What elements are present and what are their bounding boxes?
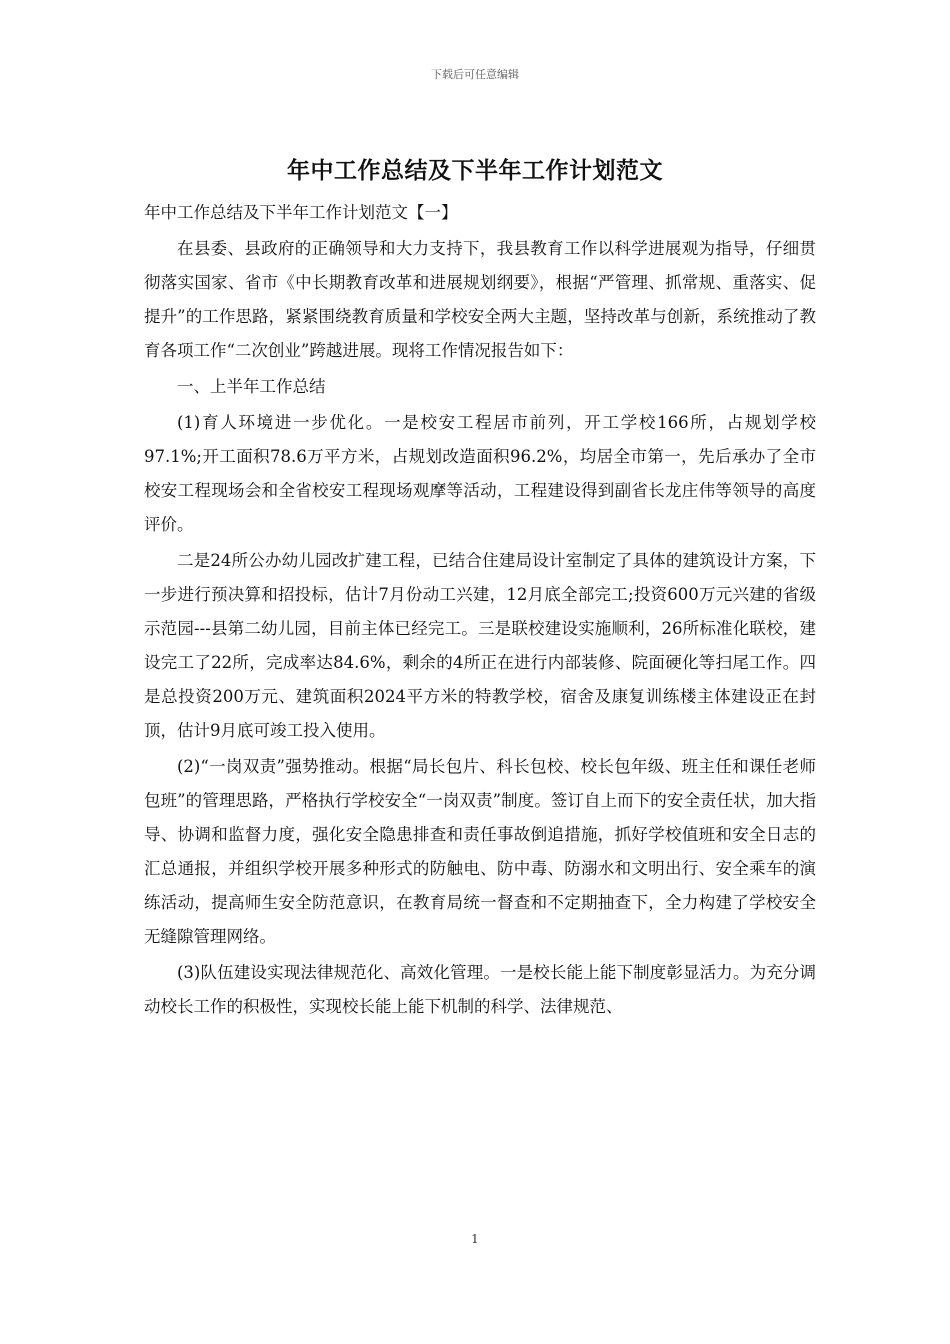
header-note: 下载后可任意编辑 bbox=[431, 68, 519, 81]
page-number: 1 bbox=[471, 1232, 479, 1246]
body-paragraph: (2)“一岗双责”强势推动。根据“局长包片、科长包校、校长包年级、班主任和课任老师包班”的管理思路，严格执行学校安全“一岗双责”制度。签订自上而下的安全责任状，加大指导、协调和监督力度，强化安全隐患排查和责任事故倒追措施，抓好学校值班和安全日志的汇总通报，并组织学校开展多种形式的防触电、防中毒、防溺水和文明出行、安全乘车的演练活动，提高师生安全防范意识，在教育局统一督查和不定期抽查下，全力构建了学校安全无缝隙管理网络。 bbox=[144, 757, 816, 946]
body-paragraph: (3)队伍建设实现法律规范化、高效化管理。一是校长能上能下制度彰显活力。为充分调动校长工作的积极性，实现校长能上能下机制的科学、法律规范、 bbox=[144, 963, 816, 1016]
document-title: 年中工作总结及下半年工作计划范文 bbox=[287, 158, 663, 184]
section-heading: 一、上半年工作总结 bbox=[177, 377, 326, 396]
body-paragraph: 二是24所公办幼儿园改扩建工程，已结合住建局设计室制定了具体的建筑设计方案，下一步进行预决算和招投标，估计7月份动工兴建，12月底全部完工;投资600万元兴建的省级示范园---县第二幼儿园，目前主体已经完工。三是联校建设实施顺利，26所标准化联校，建设完工了22所，完成率达84.6%，剩余的4所正在进行内部装修、院面硬化等扫尾工作。四是总投资200万元、建筑面积2024平方米的特教学校，宿舍及康复训练楼主体建设正在封顶，估计9月底可竣工投入使用。 bbox=[144, 551, 816, 740]
body-paragraph: (1)育人环境进一步优化。一是校安工程居市前列，开工学校166所，占规划学校97.1%;开工面积78.6万平方米，占规划改造面积96.2%，均居全市第一，先后承办了全市校安工程现场会和全省校安工程现场观摩等活动，工程建设得到副省长龙庄伟等领导的高度评价。 bbox=[144, 413, 816, 534]
body-paragraph: 在县委、县政府的正确领导和大力支持下，我县教育工作以科学进展观为指导，仔细贯彻落实国家、省市《中长期教育改革和进展规划纲要》，根据“严管理、抓常规、重落实、促提升”的工作思路，紧紧围绕教育质量和学校安全两大主题，坚持改革与创新，系统推动了教育各项工作“二次创业”跨越进展。现将工作情况报告如下： bbox=[144, 239, 816, 360]
body-paragraph: 年中工作总结及下半年工作计划范文【一】 bbox=[144, 203, 458, 222]
document-body bbox=[144, 196, 816, 1026]
